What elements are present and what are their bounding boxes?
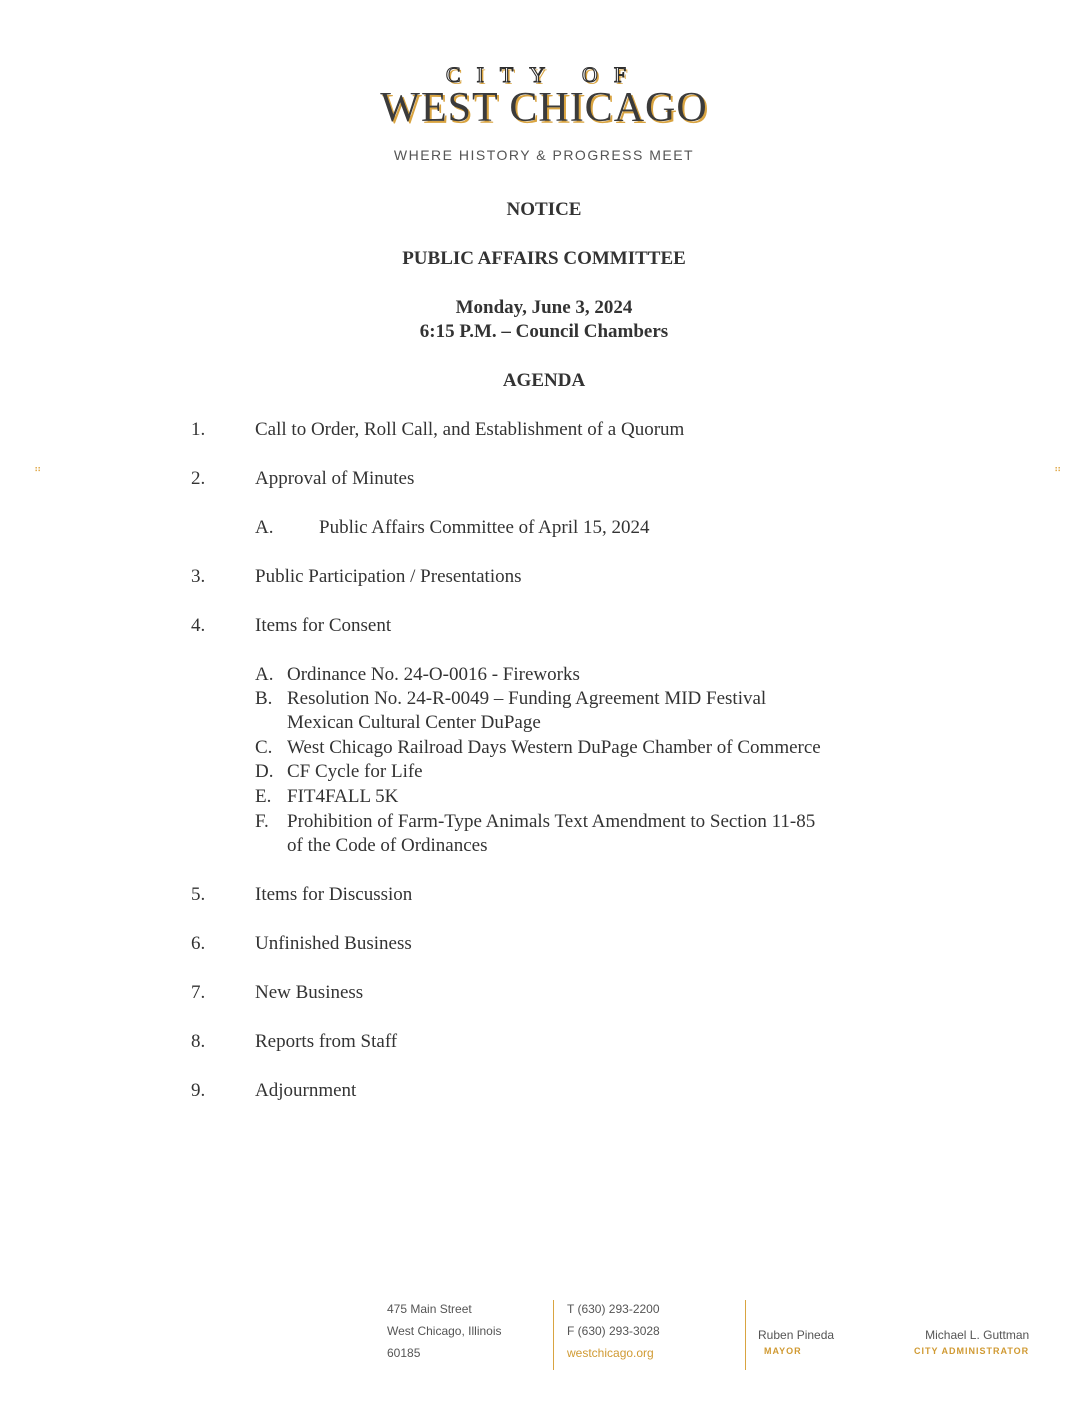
agenda-item-number: 5. — [191, 884, 206, 905]
committee-title: PUBLIC AFFAIRS COMMITTEE — [402, 248, 686, 269]
consent-text-f-line1: Prohibition of Farm-Type Animals Text Amendment to Section 11-85 — [287, 811, 816, 832]
consent-letter-e: E. — [255, 786, 272, 807]
phone-number: T (630) 293-2200 — [567, 1302, 660, 1316]
agenda-item-text: Unfinished Business — [255, 933, 412, 954]
consent-text-b-line1: Resolution No. 24-R-0049 – Funding Agreement MID Festival — [287, 688, 767, 709]
address-zip: 60185 — [387, 1346, 421, 1360]
footer-contact — [567, 1298, 660, 1364]
consent-text-e: FIT4FALL 5K — [287, 786, 399, 807]
administrator-title: CITY ADMINISTRATOR — [914, 1346, 1030, 1356]
address-line-2: West Chicago, Illinois — [387, 1324, 502, 1338]
agenda-item-number: 8. — [191, 1031, 206, 1052]
footer-administrator — [906, 1327, 1029, 1359]
consent-letter-d: D. — [255, 761, 274, 782]
agenda-item-text: New Business — [255, 982, 364, 1003]
agenda-item-number: 7. — [191, 982, 206, 1003]
website-link[interactable]: westchicago.org — [567, 1346, 654, 1360]
consent-letter-b: B. — [255, 688, 273, 709]
agenda-item-text: Items for Discussion — [255, 884, 413, 905]
agenda-item-text: Public Participation / Presentations — [255, 566, 522, 587]
consent-text-c: West Chicago Railroad Days Western DuPage Chamber of Commerce — [287, 737, 821, 758]
meeting-time-place: 6:15 P.M. – Council Chambers — [419, 321, 669, 342]
agenda-item-text: Call to Order, Roll Call, and Establishment of a Quorum — [255, 419, 685, 440]
consent-text-d: CF Cycle for Life — [287, 761, 423, 782]
footer-divider-1 — [553, 1300, 554, 1370]
agenda-item-number: 4. — [191, 615, 206, 636]
consent-text-a: Ordinance No. 24-O-0016 - Fireworks — [287, 664, 580, 685]
address-line-1: 475 Main Street — [387, 1302, 472, 1316]
mayor-name: Ruben Pineda — [758, 1328, 835, 1342]
administrator-name: Michael L. Guttman — [925, 1328, 1030, 1342]
agenda-title: AGENDA — [502, 370, 586, 391]
agenda-item-text: Reports from Staff — [255, 1031, 398, 1052]
footer-address — [387, 1298, 502, 1364]
footer-divider-2 — [745, 1300, 746, 1370]
logo-city-of: CITY OF — [445, 62, 643, 87]
agenda-item-number: 3. — [191, 566, 206, 587]
agenda-item-number: 9. — [191, 1080, 206, 1101]
agenda-item-number: 1. — [191, 419, 206, 440]
agenda-item-text: Adjournment — [255, 1080, 357, 1101]
notice-title: NOTICE — [506, 199, 582, 220]
mayor-title: MAYOR — [764, 1346, 802, 1356]
consent-letter-f: F. — [255, 811, 269, 832]
agenda-item-text: Approval of Minutes — [255, 468, 415, 489]
agenda-item-number: 2. — [191, 468, 206, 489]
consent-letter-c: C. — [255, 737, 273, 758]
logo-city-name: WEST CHICAGO — [380, 85, 708, 131]
consent-text-f-line2: of the Code of Ordinances — [287, 835, 488, 856]
fax-number: F (630) 293-3028 — [567, 1324, 660, 1338]
meeting-date: Monday, June 3, 2024 — [455, 297, 633, 318]
agenda-item-number: 6. — [191, 933, 206, 954]
consent-text-b-line2: Mexican Cultural Center DuPage — [287, 712, 541, 733]
agenda-item-text: Items for Consent — [255, 615, 392, 636]
subitem-text: Public Affairs Committee of April 15, 2024 — [319, 517, 650, 538]
footer-mayor — [758, 1327, 834, 1359]
margin-mark-right-icon: ⠶ — [1054, 464, 1062, 475]
tagline: WHERE HISTORY & PROGRESS MEET — [393, 147, 695, 163]
consent-letter-a: A. — [255, 664, 274, 685]
subitem-letter: A. — [255, 517, 274, 538]
margin-mark-left-icon: ⠶ — [34, 464, 42, 475]
